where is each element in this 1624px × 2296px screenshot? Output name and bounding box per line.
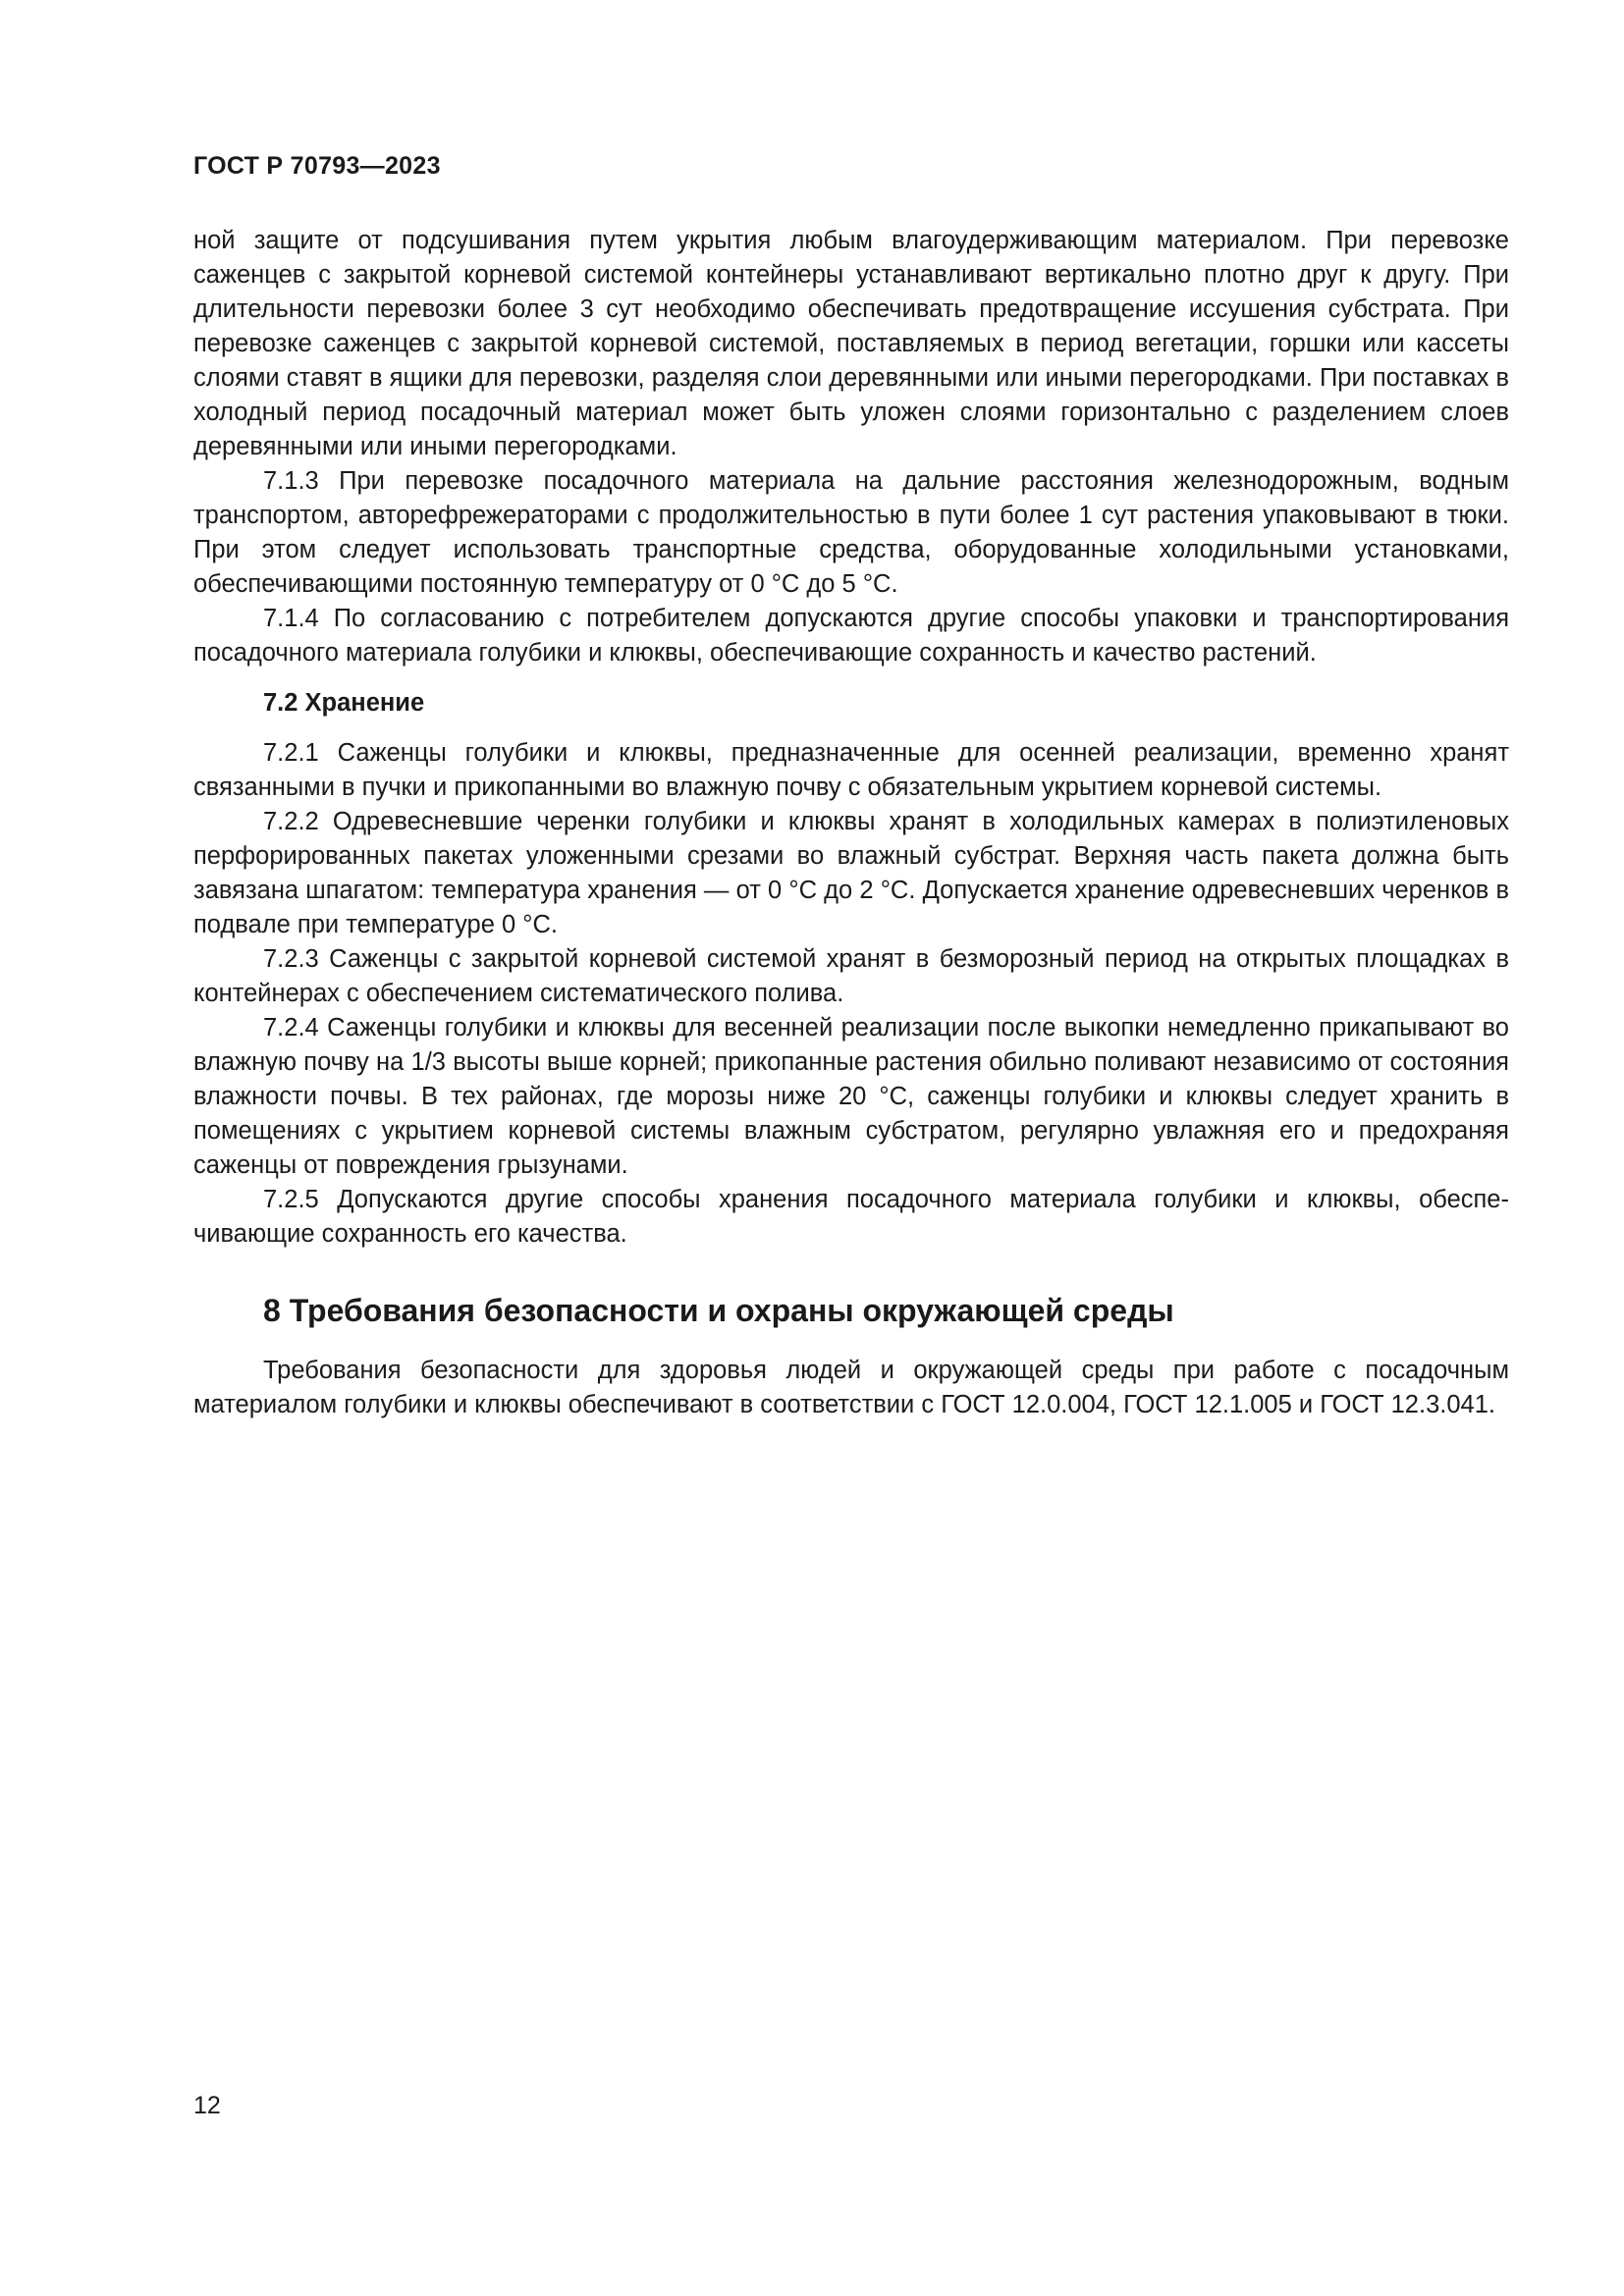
section-heading-8: 8 Требования безопасности и охраны окружающей среды (263, 1293, 1174, 1328)
paragraph-7-2-3: 7.2.3 Саженцы с закрытой корневой системой хранят в безморозный период на открытых площадках в контейнерах с обеспечением систематического полива. (193, 945, 1509, 1007)
paragraph-8: Требования безопасности для здоровья людей и окружающей среды при работе с посадочным материалом голубики и клюквы обеспечивают в соответствии с ГОСТ 12.0.004, ГОСТ 12.1.005 и ГОСТ 12.3.041. (193, 1357, 1509, 1418)
paragraph-7-2-2: 7.2.2 Одревесневшие черенки голубики и клюквы хранят в холодильных камерах в полиэтиленовых перфорированных пакетах уложенными срезами во влажный субстрат. Верхняя часть пакета должна быть завязана шпагатом: температура хранения — от 0 °С до 2 °С. Допускается хранение одревесневших черенков в подвале при температуре 0 °С. (193, 808, 1509, 938)
paragraph-7-2-1: 7.2.1 Саженцы голубики и клюквы, предназначенные для осенней реализации, временно хранят связанными в пучки и прикопанными во влажную почву с обязательным укрытием корневой системы. (193, 739, 1509, 801)
page-number: 12 (193, 2092, 221, 2119)
document-body (193, 224, 1509, 1422)
paragraph-continuation: ной защите от подсушивания путем укрытия любым влагоудерживающим материалом. При перевозке саженцев с закрытой корневой системой контейнеры устанавливают вертикально плотно друг к другу. При длительности перевозки более 3 сут необходимо обеспечивать предотвращение иссушения субстрата. При перевозке саженцев с закрытой корневой системой, поставляемых в период вегетации, горшки или кассеты слоями ставят в ящики для перевозки, разделяя слои деревянными или иными перегородками. При поставках в холодный период посадочный материал может быть уложен слоями горизонтально с разделением слоев деревянными или иными перегородками. (193, 227, 1509, 460)
paragraph-7-1-3: 7.1.3 При перевозке посадочного материала на дальние расстояния железнодорожным, водным транспортом, авторефрежераторами с продолжительностью в пути более 1 сут растения упаковывают в тюки. При этом следует использовать транспортные средства, оборудованные холодильными установками, обеспечивающими постоянную температуру от 0 °С до 5 °С. (193, 467, 1509, 598)
paragraph-7-2-4: 7.2.4 Саженцы голубики и клюквы для весенней реализации после выкопки немедленно прикапывают во влажную почву на 1/3 высоты выше корней; прикопанные растения обильно поливают независимо от состояния влажности почвы. В тех районах, где морозы ниже 20 °С, саженцы голубики и клюквы следует хранить в помещениях с укрытием корневой системы влажным субстратом, регулярно увлажняя его и предохраняя саженцы от повреждения грызунами. (193, 1014, 1509, 1179)
paragraph-7-2-5: 7.2.5 Допускаются другие способы хранения посадочного материала голубики и клюквы, обеспечивающие сохранность его качества. (193, 1186, 1509, 1248)
subsection-heading-7-2: 7.2 Хранение (263, 689, 425, 717)
document-header: ГОСТ Р 70793—2023 (193, 152, 441, 180)
paragraph-7-1-4: 7.1.4 По согласованию с потребителем допускаются другие способы упаковки и транспортирования посадочного материала голубики и клюквы, обеспечивающие сохранность и качество растений. (193, 605, 1509, 667)
